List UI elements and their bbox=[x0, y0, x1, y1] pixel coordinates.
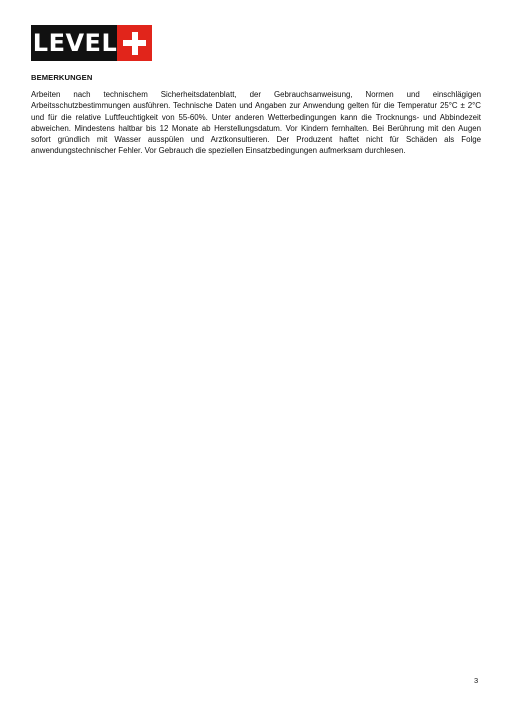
plus-icon bbox=[117, 25, 152, 61]
section-body-text: Arbeiten nach technischem Sicherheitsdatenblatt, der Gebrauchsanweisung, Normen und einschlägigen Arbeitsschutzbestimmungen ausführen. Technische Daten und Angaben zur Anwendung gelten für die Temperatur 25°C ± 2°C und für die relative Luftfeuchtigkeit von 55-60%. Unter anderen Wetterbedingungen kann die Trocknungs- und Abbindezeit abweichen. Mindestens haltbar bis 12 Monate ab Herstellungsdatum. Vor Kindern fernhalten. Bei Berührung mit den Augen sofort gründlich mit Wasser ausspülen und Arztkonsultieren. Der Produzent haftet nicht für Schäden als Folge anwendungstechnischer Fehler. Vor Gebrauch die speziellen Einsatzbedingungen aufmerksam durchlesen. bbox=[31, 90, 481, 156]
section-heading: BEMERKUNGEN bbox=[31, 73, 93, 82]
plus-icon-vertical-bar bbox=[132, 32, 138, 55]
page-number: 3 bbox=[474, 676, 479, 685]
brand-logo bbox=[31, 25, 152, 61]
logo-wordmark: LEVEL bbox=[31, 25, 117, 61]
